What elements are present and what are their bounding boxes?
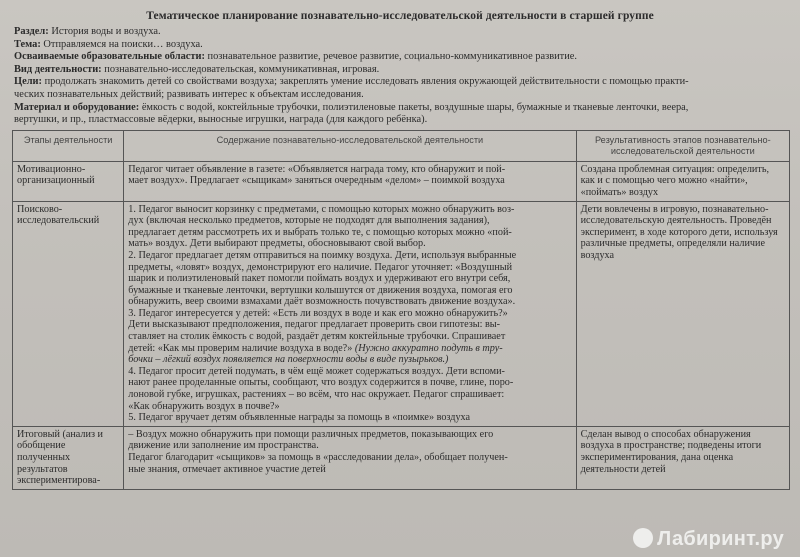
meta-activity-value: познавательно-исследовательская, коммуникативная, игровая. <box>104 63 380 75</box>
result-cell: Сделан вывод о способах обнаружения воздуха в пространстве; подведены итоги экспериментирования, дана оценка деятельности детей <box>576 426 789 489</box>
result-cell: Дети вовлечены в игровую, познавательно-исследовательскую деятельность. Проведён эксперимент, в ходе которого дети, используя различные предметы, определяли наличие воздуха <box>576 201 789 426</box>
watermark-text: Лабиринт.ру <box>657 528 784 550</box>
table-row <box>13 426 790 489</box>
table-row <box>13 201 790 426</box>
labirint-logo-icon <box>633 528 653 548</box>
meta-materials-value-1: ёмкость с водой, коктейльные трубочки, полиэтиленовые пакеты, воздушные шары, бумажные и тканевые ленточки, веера, <box>141 101 689 113</box>
content-italic-note: (Нужно аккуратно подуть в тру- <box>354 342 503 354</box>
meta-materials-label: Материал и оборудование: <box>14 101 140 113</box>
content-line: предлагает детям рассмотреть их и выбрать только те, с помощью которых можно «пой- <box>128 226 512 238</box>
content-line: шарик и полиэтиленовый пакет помогли поймать воздух и удерживают его внутри себя, <box>128 273 511 285</box>
content-line: лоновой губке, игрушках, растениях – во всём, что нас окружает. Педагог спрашивает: <box>128 389 505 401</box>
stage-cell: Итоговый (анализ и обобщение полученных результатов экспериментирова- <box>13 426 124 489</box>
header-stages: Этапы деятельности <box>13 130 124 161</box>
meta-activity <box>14 64 788 77</box>
labirint-watermark <box>633 528 784 551</box>
content-line: предметы, «ловят» воздух, демонстрируют его наличие. Педагог уточняет: «Воздушный <box>128 261 513 273</box>
content-line: ные знания, отмечает активное участие детей <box>128 463 326 475</box>
content-cell <box>124 161 576 201</box>
meta-areas-value: познавательное развитие, речевое развитие, социально-коммуникативное развитие. <box>207 51 577 63</box>
meta-activity-label: Вид деятельности: <box>14 63 102 75</box>
header-content: Содержание познавательно-исследовательской деятельности <box>124 130 576 161</box>
content-line: обнаружить, веер своими взмахами даёт возможность почувствовать движение воздуха». <box>128 296 516 308</box>
table-row <box>13 161 790 201</box>
content-line: Педагог читает объявление в газете: «Объявляется награда тому, кто обнаружит и пой- <box>128 163 506 175</box>
meta-goals-value-1: продолжать знакомить детей со свойствами воздуха; закреплять умение исследовать явления окружающей действительности с помощью практи- <box>44 76 689 88</box>
content-line: Педагог благодарит «сыщиков» за помощь в «расследовании дела», обобщает получен- <box>128 452 508 463</box>
meta-section-label: Раздел: <box>14 26 49 37</box>
content-line: 4. Педагог просит детей подумать, в чём ещё может содержаться воздух. Дети вспоми- <box>128 365 505 377</box>
content-line: дух (включая несколько предметов, которые не подходят для выполнения задания), <box>128 215 490 227</box>
meta-theme-label: Тема: <box>14 38 41 50</box>
content-italic-note-cont: бочки – лёгкий воздух появляется на поверхности воды в виде пузырьков.) <box>128 354 449 366</box>
document-title: Тематическое планирование познавательно-исследовательской деятельности в старшей группе <box>146 10 654 22</box>
table-header-row <box>13 130 790 161</box>
meta-areas-label: Осваиваемые образовательные области: <box>14 51 205 63</box>
meta-theme <box>14 39 788 52</box>
content-line: движение или заполнение им пространства. <box>128 440 319 452</box>
content-line: мать» воздух. Дети выбирают предметы, обосновывают свой выбор. <box>128 238 426 250</box>
meta-materials <box>14 102 788 115</box>
meta-goals-cont: ческих познавательных действий; развивать интерес к объектам исследования. <box>14 88 364 100</box>
content-line: «Как обнаружить воздух в почве?» <box>128 400 280 412</box>
content-line: 3. Педагог интересуется у детей: «Есть ли воздух в воде и как его можно обнаружить?» <box>128 307 508 319</box>
meta-goals <box>14 76 788 89</box>
content-line: Дети высказывают предположения, педагог предлагает проверить свои гипотезы: вы- <box>128 319 501 331</box>
content-line: нают ранее проделанные опыты, сообщают, что воздух содержится в почве, глине, поро- <box>128 377 514 389</box>
stage-cell: Поисково-исследовательский <box>13 201 124 426</box>
meta-areas <box>14 51 788 64</box>
stage-cell: Мотивационно-организационный <box>13 161 124 201</box>
document-page <box>12 8 788 553</box>
content-line-mixed <box>128 343 571 355</box>
meta-section <box>14 26 788 39</box>
meta-goals-label: Цели: <box>14 76 42 88</box>
content-cell <box>124 201 576 426</box>
meta-materials-cont: вертушки, и пр., пластмассовые вёдерки, выносные игрушки, награда (для каждого ребёнка). <box>14 114 428 126</box>
content-line-text: детей: «Как мы проверим наличие воздуха в воде?» <box>128 342 355 354</box>
content-line: 5. Педагог вручает детям объявленные награды за помощь в «поимке» воздуха <box>128 412 471 424</box>
content-line: 1. Педагог выносит корзинку с предметами, с помощью которых можно обнаружить воз- <box>128 203 515 215</box>
content-line: ставляет на столик ёмкость с водой, раздаёт детям коктейльные трубочки. Спрашивает <box>128 331 506 343</box>
content-line: мает воздух». Предлагает «сыщикам» заняться очередным «делом» – поимкой воздуха <box>128 175 505 187</box>
content-cell <box>124 426 576 489</box>
meta-theme-value: Отправляемся на поиски… воздуха. <box>43 38 203 50</box>
content-line: – Воздух можно обнаружить при помощи различных предметов, показывающих его <box>128 428 494 440</box>
header-result: Результативность этапов познавательно-исследовательской деятельности <box>576 130 789 161</box>
planning-table <box>12 130 790 490</box>
content-line: бумажные и тканевые ленточки, вертушки колышутся от движения воздуха, помогая его <box>128 284 513 296</box>
lesson-meta <box>12 26 788 127</box>
result-cell: Создана проблемная ситуация: определить, как и с помощью чего можно «найти», «поймать» воздух <box>576 161 789 201</box>
content-line: 2. Педагог предлагает детям отправиться на поимку воздуха. Дети, используя выбранные <box>128 249 517 261</box>
meta-section-value: История воды и воздуха. <box>51 26 161 37</box>
